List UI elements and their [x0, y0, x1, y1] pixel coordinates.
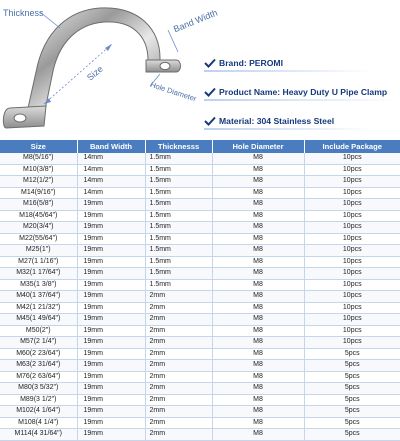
- cell-include-package: 10pcs: [304, 268, 400, 280]
- cell-band-width: 19mm: [77, 245, 145, 257]
- spec-brand: [204, 58, 283, 68]
- cell-hole-diameter: M8: [212, 314, 304, 326]
- spec-product-text: Product Name: Heavy Duty U Pipe Clamp: [219, 87, 388, 97]
- table-row: [0, 429, 400, 441]
- hole-diameter-label: Hole Diameter: [149, 80, 198, 104]
- product-hero: [0, 0, 400, 139]
- cell-size: M35(1 3/8"): [0, 279, 77, 291]
- cell-size: M27(1 1/16"): [0, 256, 77, 268]
- cell-size: M18(45/64"): [0, 210, 77, 222]
- table-row: [0, 348, 400, 360]
- cell-band-width: 19mm: [77, 394, 145, 406]
- cell-thickness: 1.5mm: [145, 222, 212, 234]
- cell-hole-diameter: M8: [212, 187, 304, 199]
- table-row: [0, 245, 400, 257]
- cell-hole-diameter: M8: [212, 199, 304, 211]
- cell-band-width: 19mm: [77, 291, 145, 303]
- cell-band-width: 14mm: [77, 153, 145, 164]
- cell-band-width: 14mm: [77, 164, 145, 176]
- cell-include-package: 5pcs: [304, 383, 400, 395]
- spec-material: [204, 116, 334, 126]
- cell-hole-diameter: M8: [212, 233, 304, 245]
- cell-band-width: 19mm: [77, 371, 145, 383]
- cell-hole-diameter: M8: [212, 210, 304, 222]
- spec-product-name: [204, 87, 387, 97]
- header-thickness: Thicknesss: [145, 140, 212, 153]
- cell-include-package: 10pcs: [304, 302, 400, 314]
- cell-thickness: 1.5mm: [145, 153, 212, 164]
- cell-hole-diameter: M8: [212, 256, 304, 268]
- table-row: [0, 406, 400, 418]
- cell-include-package: 10pcs: [304, 245, 400, 257]
- cell-band-width: 19mm: [77, 325, 145, 337]
- table-row: [0, 325, 400, 337]
- cell-hole-diameter: M8: [212, 325, 304, 337]
- cell-thickness: 1.5mm: [145, 199, 212, 211]
- cell-band-width: 19mm: [77, 199, 145, 211]
- table-row: [0, 222, 400, 234]
- cell-include-package: 5pcs: [304, 406, 400, 418]
- header-hole-diameter: Hole Diameter: [212, 140, 304, 153]
- cell-include-package: 5pcs: [304, 360, 400, 372]
- cell-include-package: 5pcs: [304, 394, 400, 406]
- table-row: [0, 371, 400, 383]
- cell-band-width: 19mm: [77, 337, 145, 349]
- cell-band-width: 19mm: [77, 348, 145, 360]
- cell-size: M8(5/16"): [0, 153, 77, 164]
- cell-band-width: 19mm: [77, 210, 145, 222]
- cell-thickness: 1.5mm: [145, 268, 212, 280]
- cell-size: M114(4 31/64"): [0, 429, 77, 441]
- cell-size: M14(9/16"): [0, 187, 77, 199]
- table-row: [0, 337, 400, 349]
- cell-thickness: 2mm: [145, 417, 212, 429]
- cell-hole-diameter: M8: [212, 337, 304, 349]
- cell-include-package: 10pcs: [304, 210, 400, 222]
- table-row: [0, 383, 400, 395]
- cell-size: M76(2 63/64"): [0, 371, 77, 383]
- cell-size: M42(1 21/32"): [0, 302, 77, 314]
- cell-band-width: 14mm: [77, 176, 145, 188]
- table-row: [0, 233, 400, 245]
- cell-band-width: 19mm: [77, 222, 145, 234]
- cell-thickness: 1.5mm: [145, 210, 212, 222]
- cell-size: M102(4 1/64"): [0, 406, 77, 418]
- table-row: [0, 176, 400, 188]
- cell-band-width: 19mm: [77, 429, 145, 441]
- cell-include-package: 10pcs: [304, 337, 400, 349]
- cell-include-package: 10pcs: [304, 222, 400, 234]
- cell-thickness: 2mm: [145, 348, 212, 360]
- cell-size: M16(5/8"): [0, 199, 77, 211]
- cell-size: M89(3 1/2"): [0, 394, 77, 406]
- cell-size: M80(3 5/32"): [0, 383, 77, 395]
- table-row: [0, 210, 400, 222]
- spec-material-text: Material: 304 Stainless Steel: [219, 116, 335, 126]
- cell-hole-diameter: M8: [212, 371, 304, 383]
- cell-thickness: 2mm: [145, 302, 212, 314]
- table-row: [0, 256, 400, 268]
- cell-include-package: 10pcs: [304, 291, 400, 303]
- cell-hole-diameter: M8: [212, 383, 304, 395]
- table-row: [0, 187, 400, 199]
- table-row: [0, 153, 400, 164]
- spec-underline: [204, 70, 374, 72]
- spec-underline: [204, 99, 398, 101]
- cell-hole-diameter: M8: [212, 429, 304, 441]
- cell-band-width: 14mm: [77, 187, 145, 199]
- cell-hole-diameter: M8: [212, 348, 304, 360]
- cell-hole-diameter: M8: [212, 164, 304, 176]
- cell-size: M63(2 31/64"): [0, 360, 77, 372]
- cell-include-package: 10pcs: [304, 314, 400, 326]
- cell-band-width: 19mm: [77, 233, 145, 245]
- table-row: [0, 394, 400, 406]
- cell-band-width: 19mm: [77, 383, 145, 395]
- cell-size: M108(4 1/4"): [0, 417, 77, 429]
- cell-thickness: 1.5mm: [145, 245, 212, 257]
- cell-thickness: 1.5mm: [145, 164, 212, 176]
- table-row: [0, 279, 400, 291]
- cell-size: M45(1 49/64"): [0, 314, 77, 326]
- cell-thickness: 1.5mm: [145, 187, 212, 199]
- cell-include-package: 10pcs: [304, 256, 400, 268]
- cell-include-package: 5pcs: [304, 371, 400, 383]
- table-row: [0, 268, 400, 280]
- cell-size: M50(2"): [0, 325, 77, 337]
- cell-include-package: 10pcs: [304, 164, 400, 176]
- check-icon: [204, 87, 216, 97]
- band-width-label: Band Width: [172, 7, 219, 35]
- check-icon: [204, 58, 216, 68]
- cell-size: M60(2 23/64"): [0, 348, 77, 360]
- cell-hole-diameter: M8: [212, 153, 304, 164]
- header-size: Size: [0, 140, 77, 153]
- cell-band-width: 19mm: [77, 256, 145, 268]
- size-spec-table: [0, 140, 400, 441]
- header-include-package: Include Package: [304, 140, 400, 153]
- spec-brand-text: Brand: PEROMI: [219, 58, 283, 68]
- table-row: [0, 314, 400, 326]
- cell-thickness: 2mm: [145, 394, 212, 406]
- cell-include-package: 10pcs: [304, 325, 400, 337]
- cell-hole-diameter: M8: [212, 245, 304, 257]
- table-row: [0, 417, 400, 429]
- cell-band-width: 19mm: [77, 360, 145, 372]
- cell-size: M57(2 1/4"): [0, 337, 77, 349]
- cell-band-width: 19mm: [77, 406, 145, 418]
- cell-band-width: 19mm: [77, 314, 145, 326]
- cell-size: M10(3/8"): [0, 164, 77, 176]
- cell-band-width: 19mm: [77, 268, 145, 280]
- cell-include-package: 5pcs: [304, 348, 400, 360]
- table-row: [0, 360, 400, 372]
- size-label: Size: [85, 63, 105, 83]
- cell-size: M25(1"): [0, 245, 77, 257]
- cell-hole-diameter: M8: [212, 176, 304, 188]
- table-body: [0, 153, 400, 440]
- cell-thickness: 2mm: [145, 360, 212, 372]
- cell-hole-diameter: M8: [212, 222, 304, 234]
- cell-hole-diameter: M8: [212, 268, 304, 280]
- cell-size: M40(1 37/64"): [0, 291, 77, 303]
- cell-thickness: 2mm: [145, 314, 212, 326]
- table-row: [0, 302, 400, 314]
- cell-thickness: 2mm: [145, 325, 212, 337]
- cell-hole-diameter: M8: [212, 302, 304, 314]
- cell-thickness: 2mm: [145, 291, 212, 303]
- cell-thickness: 2mm: [145, 337, 212, 349]
- cell-size: M20(3/4"): [0, 222, 77, 234]
- thickness-label: Thickness: [3, 8, 44, 18]
- cell-include-package: 10pcs: [304, 233, 400, 245]
- cell-hole-diameter: M8: [212, 417, 304, 429]
- cell-thickness: 2mm: [145, 371, 212, 383]
- cell-thickness: 2mm: [145, 383, 212, 395]
- header-band-width: Band Width: [77, 140, 145, 153]
- cell-size: M22(55/64"): [0, 233, 77, 245]
- cell-thickness: 1.5mm: [145, 176, 212, 188]
- cell-size: M32(1 17/64"): [0, 268, 77, 280]
- cell-thickness: 2mm: [145, 429, 212, 441]
- cell-hole-diameter: M8: [212, 406, 304, 418]
- cell-hole-diameter: M8: [212, 291, 304, 303]
- cell-hole-diameter: M8: [212, 279, 304, 291]
- spec-underline: [204, 128, 374, 130]
- cell-band-width: 19mm: [77, 302, 145, 314]
- table-row: [0, 291, 400, 303]
- cell-include-package: 10pcs: [304, 279, 400, 291]
- check-icon: [204, 116, 216, 126]
- table-row: [0, 164, 400, 176]
- cell-thickness: 2mm: [145, 406, 212, 418]
- cell-include-package: 10pcs: [304, 176, 400, 188]
- cell-include-package: 10pcs: [304, 153, 400, 164]
- cell-thickness: 1.5mm: [145, 256, 212, 268]
- table-header-row: [0, 140, 400, 153]
- cell-band-width: 19mm: [77, 279, 145, 291]
- cell-band-width: 19mm: [77, 417, 145, 429]
- cell-hole-diameter: M8: [212, 360, 304, 372]
- cell-include-package: 10pcs: [304, 199, 400, 211]
- cell-include-package: 5pcs: [304, 429, 400, 441]
- cell-include-package: 5pcs: [304, 417, 400, 429]
- cell-hole-diameter: M8: [212, 394, 304, 406]
- cell-thickness: 1.5mm: [145, 233, 212, 245]
- cell-include-package: 10pcs: [304, 187, 400, 199]
- table-row: [0, 199, 400, 211]
- cell-size: M12(1/2"): [0, 176, 77, 188]
- cell-thickness: 1.5mm: [145, 279, 212, 291]
